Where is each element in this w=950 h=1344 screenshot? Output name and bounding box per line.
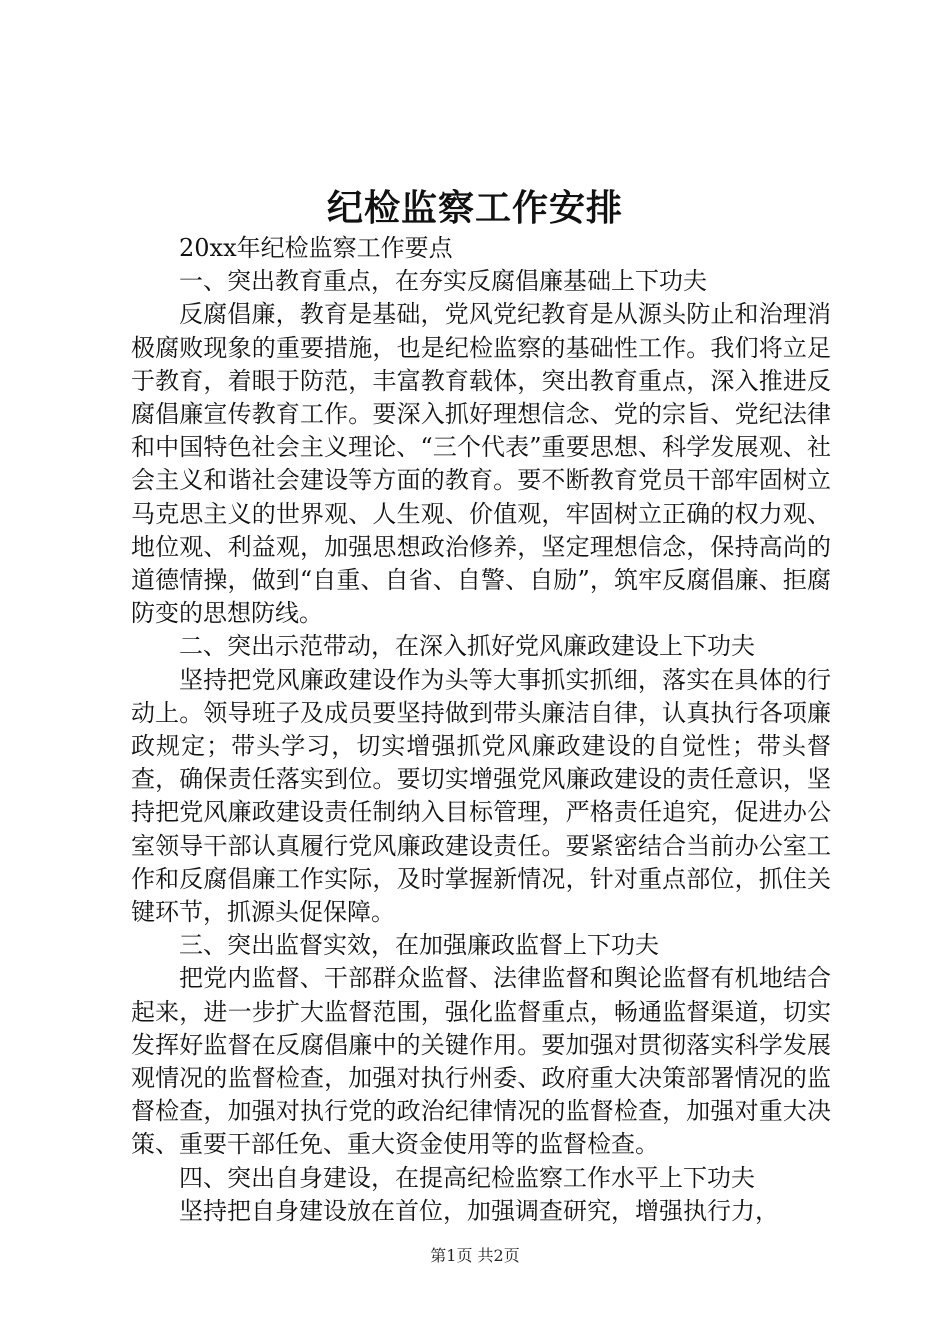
paragraph-section-1-body: 反腐倡廉，教育是基础，党风党纪教育是从源头防止和治理消极腐败现象的重要措施，也是纪检监察的基础性工作。我们将立足于教育，着眼于防范，丰富教育载体，突出教育重点，深入推进反腐倡廉宣传教育工作。要深入抓好理想信念、党的宗旨、党纪法律和中国特色社会主义理论、“三个代表”重要思想、科学发展观、社会主义和谐社会建设等方面的教育。要不断教育党员干部牢固树立马克思主义的世界观、人生观、价值观，牢固树立正确的权力观、地位观、利益观，加强思想政治修养，坚定理想信念，保持高尚的道德情操，做到“自重、自省、自警、自励”，筑牢反腐倡廉、拒腐防变的思想防线。 (131, 300, 831, 628)
paragraph-section-2-body: 坚持把党风廉政建设作为头等大事抓实抓细，落实在具体的行动上。领导班子及成员要坚持做到带头廉洁自律，认真执行各项廉政规定；带头学习，切实增强抓党风廉政建设的自觉性；带头督查，确保责任落实到位。要切实增强党风廉政建设的责任意识，坚持把党风廉政建设责任制纳入目标管理，严格责任追究，促进办公室领导干部认真履行党风廉政建设责任。要紧密结合当前办公室工作和反腐倡廉工作实际，及时掌握新情况，针对重点部位，抓住关键环节，抓源头促保障。 (131, 665, 831, 927)
paragraph-section-2-heading: 二、突出示范带动，在深入抓好党风廉政建设上下功夫 (179, 632, 755, 661)
paragraph-section-4-heading: 四、突出自身建设，在提高纪检监察工作水平上下功夫 (179, 1163, 755, 1192)
paragraph-section-3-heading: 三、突出监督实效，在加强廉政监督上下功夫 (179, 931, 659, 960)
document-body (131, 232, 831, 1228)
paragraph-section-1-heading: 一、突出教育重点，在夯实反腐倡廉基础上下功夫 (179, 267, 707, 296)
paragraph-section-4-body: 坚持把自身建设放在首位，加强调查研究，增强执行力， (179, 1196, 779, 1225)
page-number-footer: 第1页 共2页 (430, 1246, 520, 1265)
paragraph-heading-year: 20xx年纪检监察工作要点 (179, 234, 453, 262)
paragraph-section-3-body: 把党内监督、干部群众监督、法律监督和舆论监督有机地结合起来，进一步扩大监督范围，强化监督重点，畅通监督渠道，切实发挥好监督在反腐倡廉中的关键作用。要加强对贯彻落实科学发展观情况的监督检查，加强对执行州委、政府重大决策部署情况的监督检查，加强对执行党的政治纪律情况的监督检查，加强对重大决策、重要干部任免、重大资金使用等的监督检查。 (131, 964, 831, 1159)
document-title: 纪检监察工作安排 (326, 187, 623, 229)
